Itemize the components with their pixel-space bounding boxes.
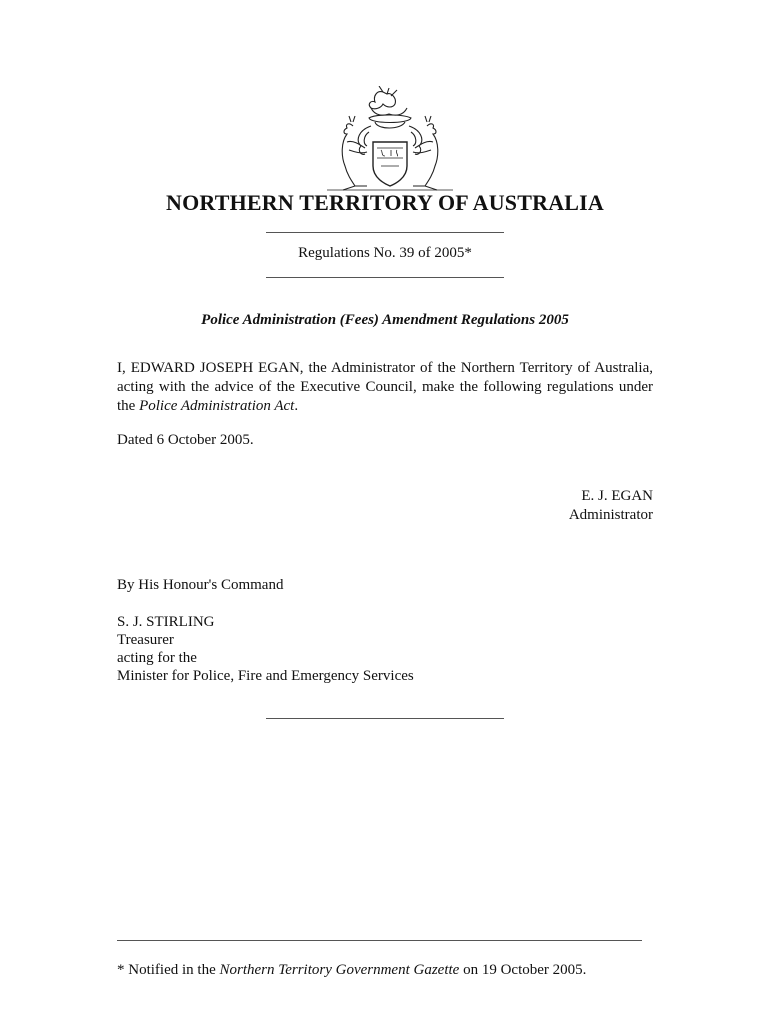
act-name: Police Administration Act (139, 398, 295, 414)
jurisdiction-heading: NORTHERN TERRITORY OF AUSTRALIA (165, 190, 604, 215)
minister-signature-block (117, 613, 414, 685)
footnote-suffix: on 19 October 2005. (459, 962, 587, 978)
regulation-title: Police Administration (Fees) Amendment Regulations 2005 (201, 312, 569, 328)
minister-name: S. J. STIRLING (117, 614, 215, 630)
coat-of-arms-logo (325, 86, 455, 194)
dated-line: Dated 6 October 2005. (117, 432, 254, 448)
minister-portfolio: Minister for Police, Fire and Emergency Services (117, 668, 414, 684)
header-divider (266, 277, 504, 278)
regulation-number: Regulations No. 39 of 2005* (298, 245, 472, 261)
gazette-name: Northern Territory Government Gazette (219, 962, 460, 978)
administrator-title: Administrator (568, 507, 653, 523)
closing-divider (266, 718, 504, 719)
footnote-divider (117, 940, 642, 941)
preamble-end: . (294, 398, 299, 414)
preamble-text: I, EDWARD JOSEPH EGAN, the Administrator of the Northern Territory of Australia, acting with the advice of the Executive Council, make the following regulations under the (117, 360, 653, 414)
command-line: By His Honour's Command (117, 577, 284, 593)
gazette-footnote (117, 962, 586, 979)
administrator-signature-block (569, 487, 653, 525)
footnote-prefix: * Notified in the (117, 962, 220, 978)
preamble-paragraph (117, 359, 653, 416)
title-divider (266, 232, 504, 233)
administrator-name: E. J. EGAN (581, 488, 653, 504)
minister-role: Treasurer (117, 632, 174, 648)
minister-acting: acting for the (117, 650, 197, 666)
